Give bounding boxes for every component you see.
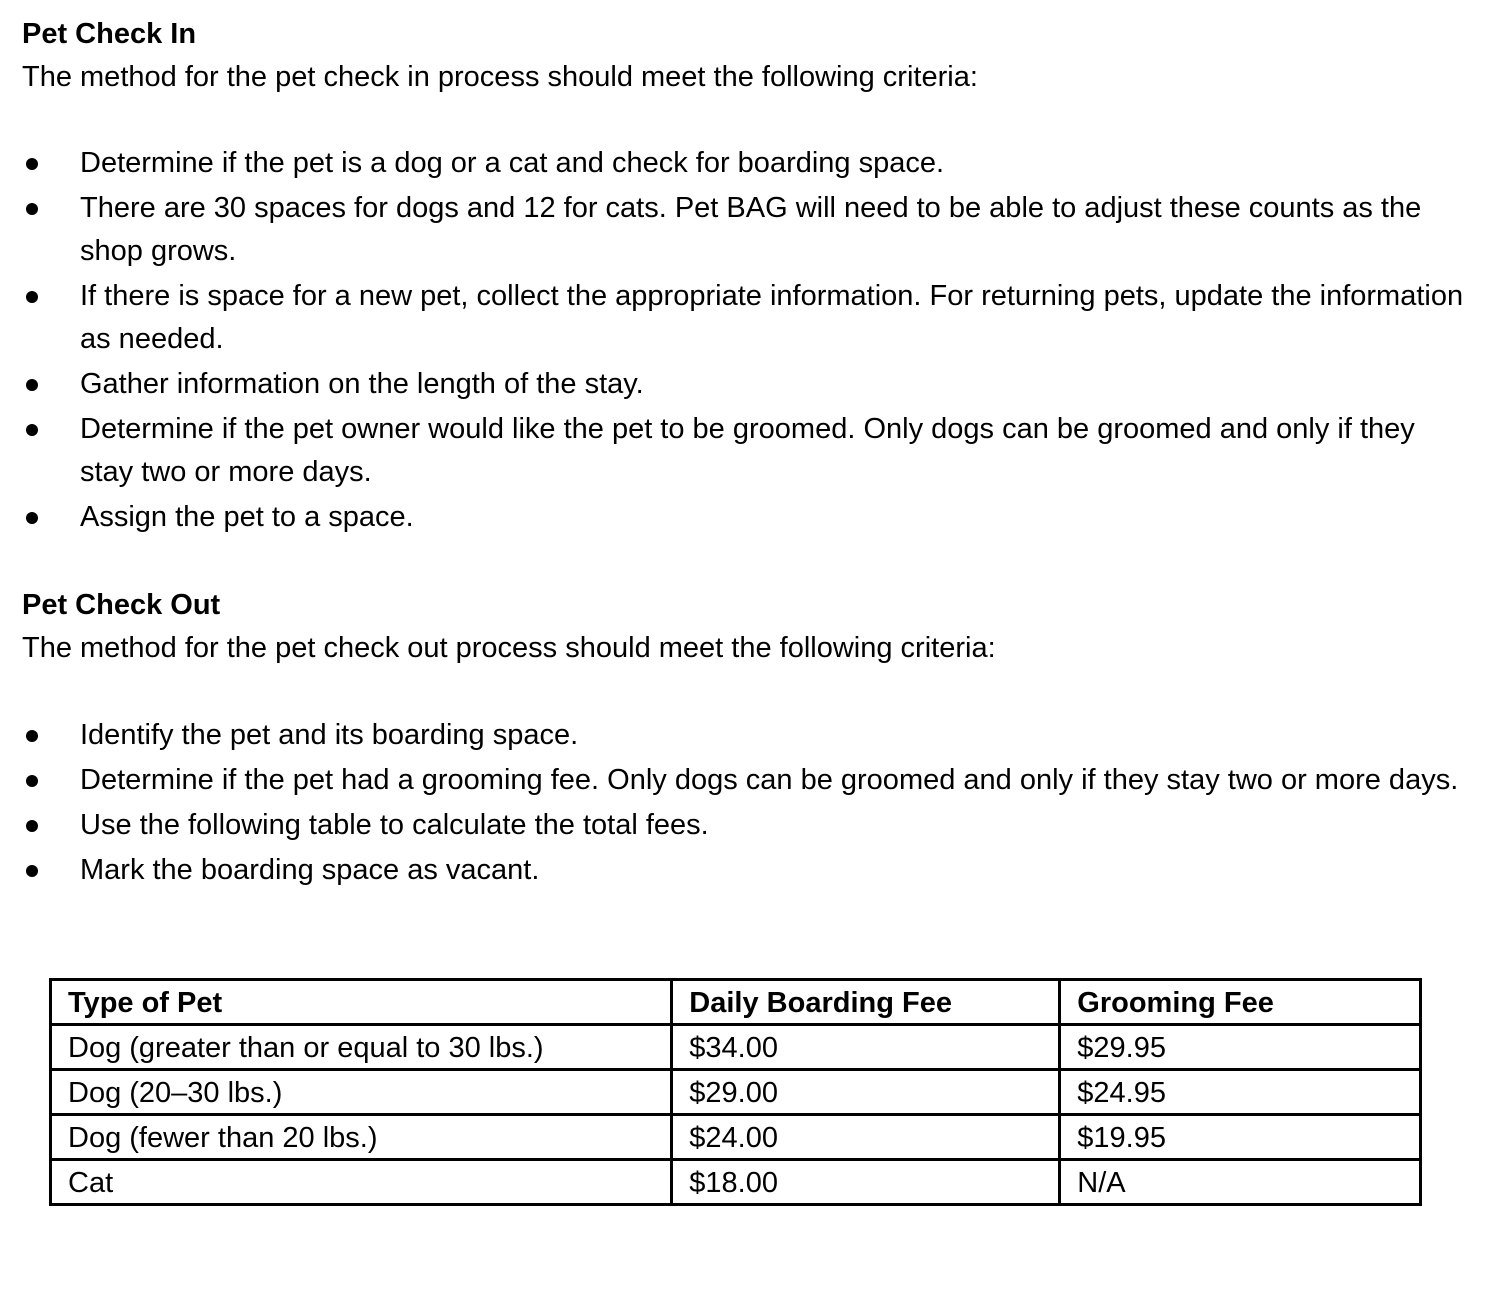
table-cell: $18.00	[672, 1160, 1060, 1205]
table-cell: Dog (greater than or equal to 30 lbs.)	[51, 1025, 672, 1070]
list-item-text: Mark the boarding space as vacant.	[80, 854, 540, 886]
check-out-criteria-list	[0, 714, 1470, 894]
list-item-text: Use the following table to calculate the total fees.	[80, 809, 709, 841]
table-row	[51, 1070, 1421, 1115]
table-row	[51, 1160, 1421, 1205]
list-item-text: Determine if the pet is a dog or a cat and check for boarding space.	[80, 147, 945, 179]
bullet-icon	[26, 203, 38, 215]
bullet-icon	[26, 865, 38, 877]
table-header-row	[51, 980, 1421, 1025]
check-in-heading: Pet Check In	[22, 18, 197, 50]
check-in-criteria-list	[0, 142, 1470, 541]
table-row	[51, 1115, 1421, 1160]
bullet-icon	[26, 158, 38, 170]
fee-table	[49, 978, 1422, 1206]
list-item	[0, 849, 1470, 892]
bullet-icon	[26, 291, 38, 303]
list-item	[0, 275, 1470, 361]
table-header-cell: Type of Pet	[51, 980, 672, 1025]
bullet-icon	[26, 775, 38, 787]
table-cell: $19.95	[1060, 1115, 1421, 1160]
list-item-text: If there is space for a new pet, collect the appropriate information. For returning pets, update the information as needed.	[80, 280, 1464, 355]
bullet-icon	[26, 379, 38, 391]
bullet-icon	[26, 424, 38, 436]
table-cell: $34.00	[672, 1025, 1060, 1070]
list-item-text: Determine if the pet had a grooming fee. Only dogs can be groomed and only if they stay two or more days.	[80, 764, 1459, 796]
list-item	[0, 804, 1470, 847]
list-item	[0, 714, 1470, 757]
table-header-cell: Daily Boarding Fee	[672, 980, 1060, 1025]
bullet-icon	[26, 512, 38, 524]
check-out-intro: The method for the pet check out process should meet the following criteria:	[22, 632, 996, 664]
list-item-text: Assign the pet to a space.	[80, 501, 414, 533]
table-row	[51, 1025, 1421, 1070]
table-cell: Dog (fewer than 20 lbs.)	[51, 1115, 672, 1160]
table-cell: $29.00	[672, 1070, 1060, 1115]
table-cell: Cat	[51, 1160, 672, 1205]
list-item	[0, 363, 1470, 406]
list-item-text: Identify the pet and its boarding space.	[80, 719, 579, 751]
bullet-icon	[26, 730, 38, 742]
table-header-cell: Grooming Fee	[1060, 980, 1421, 1025]
list-item	[0, 408, 1470, 494]
check-in-intro: The method for the pet check in process should meet the following criteria:	[22, 61, 978, 93]
table-cell: $24.95	[1060, 1070, 1421, 1115]
table-cell: $24.00	[672, 1115, 1060, 1160]
list-item	[0, 142, 1470, 185]
list-item-text: There are 30 spaces for dogs and 12 for cats. Pet BAG will need to be able to adjust these counts as the shop grows.	[80, 192, 1422, 267]
list-item	[0, 187, 1470, 273]
list-item	[0, 759, 1470, 802]
list-item-text: Determine if the pet owner would like the pet to be groomed. Only dogs can be groomed and only if they stay two or more days.	[80, 413, 1415, 488]
table-cell: $29.95	[1060, 1025, 1421, 1070]
list-item	[0, 496, 1470, 539]
table-cell: Dog (20–30 lbs.)	[51, 1070, 672, 1115]
bullet-icon	[26, 820, 38, 832]
check-out-heading: Pet Check Out	[22, 589, 221, 621]
list-item-text: Gather information on the length of the stay.	[80, 368, 644, 400]
table-cell: N/A	[1060, 1160, 1421, 1205]
